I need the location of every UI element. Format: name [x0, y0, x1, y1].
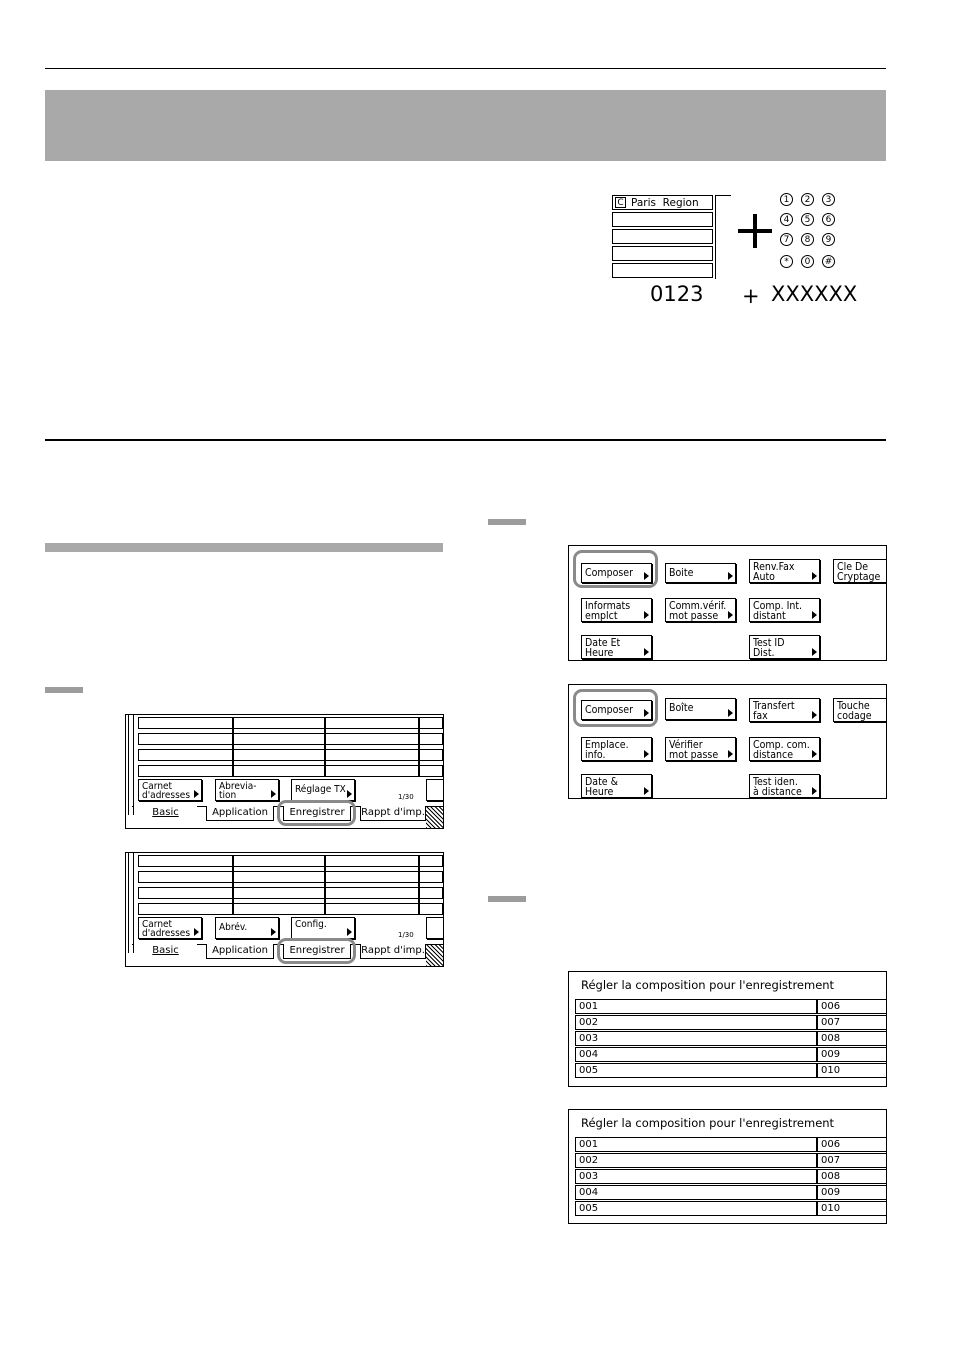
suffix-number: XXXXXX [771, 282, 858, 306]
box-button[interactable]: Boite [665, 563, 736, 583]
one-touch-key-2 [612, 212, 713, 227]
remote-id-test-button[interactable]: Test ID Dist. [749, 635, 820, 659]
key-4: 4 [780, 213, 793, 226]
one-touch-diagram [612, 195, 732, 277]
tab-application[interactable]: Application [206, 944, 274, 959]
list-item[interactable]: 008 [817, 1169, 887, 1184]
register-tab-highlight [277, 800, 356, 826]
date-time-button[interactable]: Date & Heure [581, 774, 652, 798]
dial-register-screen-alt [568, 1109, 887, 1224]
location-info-button[interactable]: Informats emplct [581, 598, 652, 622]
tab-basic[interactable]: Basic [134, 944, 197, 959]
remote-comm-button[interactable]: Comp. com. distance [749, 737, 820, 761]
tx-settings-button[interactable]: Réglage TX [291, 779, 355, 801]
tab-register[interactable]: Enregistrer [283, 944, 351, 959]
left-stripe [128, 715, 134, 815]
list-item[interactable]: 004 [575, 1047, 817, 1062]
list-item[interactable]: 005 [575, 1063, 817, 1078]
left-list [575, 1137, 817, 1221]
tx-config-button[interactable]: Config. [291, 917, 355, 939]
one-touch-key-1 [612, 195, 713, 210]
page-count: 1/30 [398, 793, 414, 801]
prefix-number: 0123 [650, 282, 704, 306]
fax-transfer-button[interactable]: Transfert fax [749, 698, 820, 722]
compose-highlight [573, 689, 658, 727]
key-star: * [780, 255, 793, 268]
key-0: 0 [801, 255, 814, 268]
left-list [575, 999, 817, 1083]
key-5: 5 [801, 213, 814, 226]
list-item[interactable]: 002 [575, 1015, 817, 1030]
date-time-button[interactable]: Date Et Heure [581, 635, 652, 659]
list-item[interactable]: 010 [817, 1201, 887, 1216]
dial-register-screen [568, 971, 887, 1087]
list-item[interactable]: 004 [575, 1185, 817, 1200]
dial-title: Régler la composition pour l'enregistrement [581, 1116, 835, 1130]
box-button[interactable]: Boîte [665, 698, 736, 720]
scroll-button[interactable] [426, 779, 444, 801]
list-item[interactable]: 001 [575, 1137, 817, 1152]
list-item[interactable]: 009 [817, 1047, 887, 1062]
tab-report[interactable]: Rappt d'imp. [360, 944, 426, 959]
tab-report[interactable]: Rappt d'imp. [360, 806, 426, 821]
hatch-area [426, 807, 443, 828]
list-item[interactable]: 005 [575, 1201, 817, 1216]
remote-id-test-button[interactable]: Test iden. à distance [749, 774, 820, 798]
section-header-band [45, 90, 886, 161]
remote-comm-button[interactable]: Comp. Int. distant [749, 598, 820, 622]
list-item[interactable]: 007 [817, 1015, 887, 1030]
list-grid [138, 717, 443, 775]
password-check-button[interactable]: Comm.vérif. mot passe [665, 598, 736, 622]
key-1: 1 [780, 193, 793, 206]
keypad [780, 193, 840, 273]
location-info-button[interactable]: Emplace. info. [581, 737, 652, 761]
abbreviation-button[interactable]: Abrevia- tion [215, 779, 279, 801]
abbreviation-button[interactable]: Abrév. [215, 917, 279, 939]
step-marker-2 [488, 519, 526, 525]
address-book-button[interactable]: Carnet d'adresses [138, 779, 202, 801]
plus-sign-small: + [742, 284, 760, 308]
list-item[interactable]: 009 [817, 1185, 887, 1200]
hatch-area [426, 945, 443, 966]
scroll-button[interactable] [426, 917, 444, 939]
tab-application[interactable]: Application [206, 806, 274, 821]
tab-register[interactable]: Enregistrer [283, 806, 351, 821]
one-touch-label: Paris Region [631, 197, 699, 209]
key-7: 7 [780, 233, 793, 246]
right-list [817, 999, 886, 1083]
step-marker-1 [45, 687, 83, 693]
list-item[interactable]: 002 [575, 1153, 817, 1168]
section-divider [45, 439, 886, 441]
one-touch-letter: C [615, 197, 626, 208]
one-touch-key-4 [612, 246, 713, 261]
plus-sign-large [738, 214, 772, 248]
list-item[interactable]: 010 [817, 1063, 887, 1078]
key-2: 2 [801, 193, 814, 206]
list-item[interactable]: 003 [575, 1031, 817, 1046]
one-touch-key-5 [612, 263, 713, 278]
key-6: 6 [822, 213, 835, 226]
compose-button[interactable]: Composer [581, 563, 652, 583]
list-grid [138, 855, 443, 913]
list-item[interactable]: 008 [817, 1031, 887, 1046]
list-item[interactable]: 006 [817, 999, 887, 1014]
key-8: 8 [801, 233, 814, 246]
page-count: 1/30 [398, 931, 414, 939]
key-hash: # [822, 255, 835, 268]
encryption-key-button[interactable]: Cle De Cryptage [833, 559, 887, 583]
top-rule [45, 68, 886, 69]
password-check-button[interactable]: Vérifier mot passe [665, 737, 736, 761]
one-touch-key-3 [612, 229, 713, 244]
tab-basic[interactable]: Basic [134, 806, 197, 821]
dial-title: Régler la composition pour l'enregistrement [581, 978, 835, 992]
step-marker-3 [488, 896, 526, 902]
one-touch-column-right [715, 195, 731, 279]
subsection-band [45, 543, 443, 552]
list-item[interactable]: 006 [817, 1137, 887, 1152]
compose-button[interactable]: Composer [581, 700, 652, 720]
compose-highlight [573, 550, 658, 588]
encoding-key-button[interactable]: Touche codage [833, 698, 887, 722]
address-book-button[interactable]: Carnet d'adresses [138, 917, 202, 939]
list-item[interactable]: 007 [817, 1153, 887, 1168]
key-3: 3 [822, 193, 835, 206]
fax-forward-button[interactable]: Renv.Fax Auto [749, 559, 820, 583]
list-item[interactable]: 001 [575, 999, 817, 1014]
register-tab-highlight [277, 938, 356, 964]
key-9: 9 [822, 233, 835, 246]
list-item[interactable]: 003 [575, 1169, 817, 1184]
right-list [817, 1137, 886, 1221]
